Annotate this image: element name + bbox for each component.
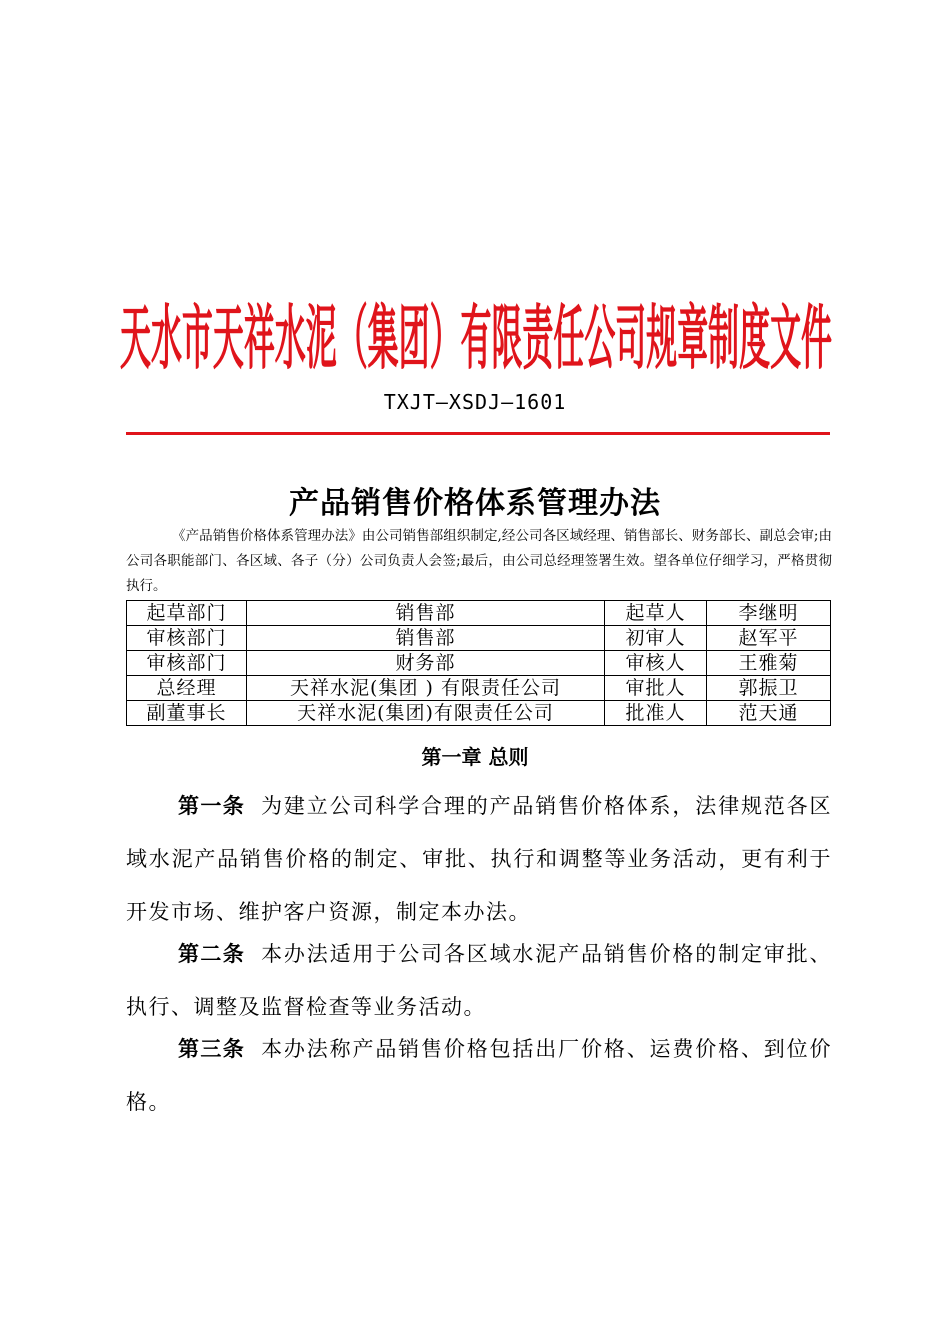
table-cell: 批准人 xyxy=(605,701,707,726)
red-divider xyxy=(126,432,830,435)
article-number: 第一条 xyxy=(178,794,246,818)
table-row xyxy=(127,651,831,676)
document-code: TXJT—XSDJ—1601 xyxy=(383,390,567,414)
table-cell: 天祥水泥(集团)有限责任公司 xyxy=(247,701,605,726)
table-cell: 财务部 xyxy=(247,651,605,676)
article-number: 第二条 xyxy=(178,942,246,966)
article-2 xyxy=(126,928,832,1034)
approval-table xyxy=(126,600,831,726)
table-cell: 王雅菊 xyxy=(707,651,831,676)
table-cell: 范天通 xyxy=(707,701,831,726)
table-cell: 审核人 xyxy=(605,651,707,676)
company-title xyxy=(120,262,836,382)
table-cell: 李继明 xyxy=(707,601,831,626)
company-title-text: 天水市天祥水泥（集团）有限责任公司规章制度文件 xyxy=(120,297,832,379)
table-cell: 起草人 xyxy=(605,601,707,626)
article-text: 本办法称产品销售价格包括出厂价格、运费价格、到位价格。 xyxy=(126,1037,833,1114)
table-cell: 起草部门 xyxy=(127,601,247,626)
table-cell: 副董事长 xyxy=(127,701,247,726)
table-cell: 赵军平 xyxy=(707,626,831,651)
table-row xyxy=(127,626,831,651)
intro-paragraph: 《产品销售价格体系管理办法》由公司销售部组织制定,经公司各区域经理、销售部长、财务部长、副总会审;由公司各职能部门、各区域、各子（分）公司负责人会签;最后，由公司总经理签署生效。望各单位仔细学习，严格贯彻执行。 xyxy=(126,528,832,594)
article-3 xyxy=(126,1023,832,1129)
article-number: 第三条 xyxy=(178,1037,246,1061)
table-row xyxy=(127,701,831,726)
chapter-heading: 第一章 总则 xyxy=(421,745,529,769)
table-row xyxy=(127,676,831,701)
document-title: 产品销售价格体系管理办法 xyxy=(289,486,661,521)
table-row xyxy=(127,601,831,626)
article-text: 本办法适用于公司各区域水泥产品销售价格的制定审批、执行、调整及监督检查等业务活动。 xyxy=(126,942,833,1019)
table-cell: 销售部 xyxy=(247,626,605,651)
table-cell: 审核部门 xyxy=(127,626,247,651)
table-cell: 郭振卫 xyxy=(707,676,831,701)
table-cell: 天祥水泥(集团 ) 有限责任公司 xyxy=(247,676,605,701)
table-cell: 销售部 xyxy=(247,601,605,626)
article-text: 为建立公司科学合理的产品销售价格体系，法律规范各区域水泥产品销售价格的制定、审批、执行和调整等业务活动，更有利于开发市场、维护客户资源，制定本办法。 xyxy=(126,794,833,924)
article-1 xyxy=(126,780,832,939)
table-cell: 初审人 xyxy=(605,626,707,651)
table-cell: 审核部门 xyxy=(127,651,247,676)
table-cell: 总经理 xyxy=(127,676,247,701)
table-cell: 审批人 xyxy=(605,676,707,701)
